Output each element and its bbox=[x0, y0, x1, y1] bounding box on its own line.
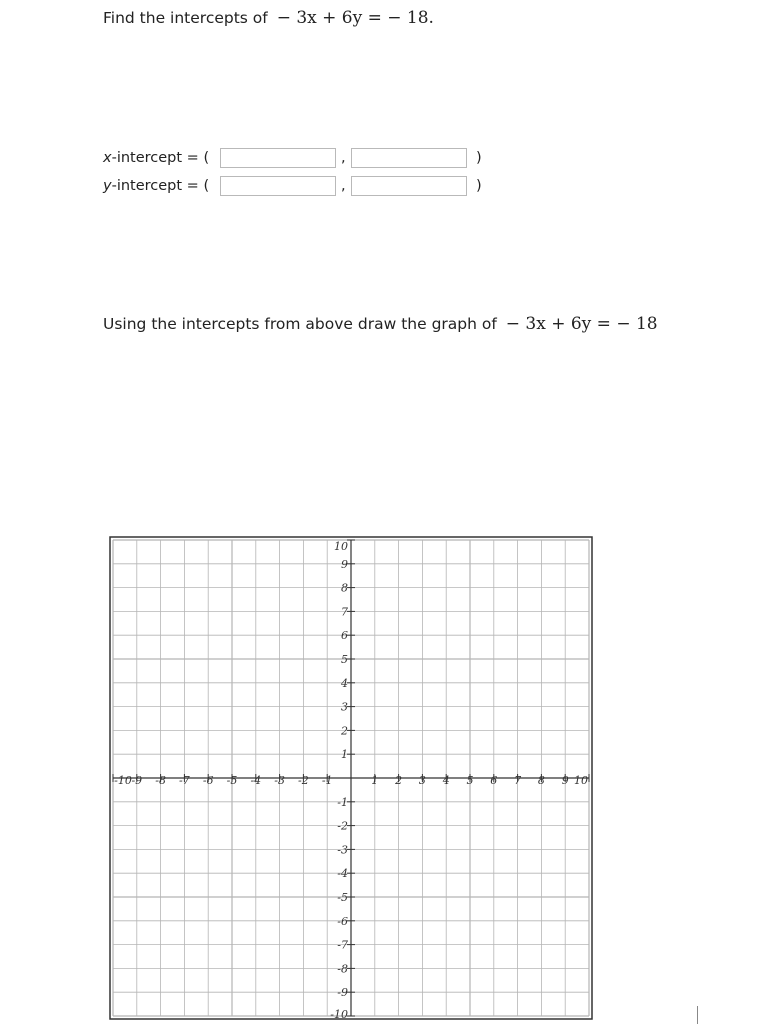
x-tick-label: 10 bbox=[574, 774, 588, 787]
x-tick-label: 1 bbox=[371, 774, 379, 787]
x-tick-label: -1 bbox=[321, 774, 333, 787]
x-intercept-comma: , bbox=[341, 150, 346, 166]
x-tick-label: -2 bbox=[298, 774, 309, 787]
x-tick-label: 5 bbox=[466, 774, 474, 787]
x-tick-label: -3 bbox=[274, 774, 285, 787]
x-intercept-label: x-intercept = ( bbox=[103, 150, 210, 166]
x-tick-label: 9 bbox=[561, 774, 569, 787]
y-tick-label: -10 bbox=[330, 1008, 348, 1020]
x-tick-label: 4 bbox=[442, 774, 450, 787]
x-tick-label: -10 bbox=[114, 774, 132, 787]
x-intercept-y-input[interactable] bbox=[351, 148, 467, 168]
y-intercept-close-paren: ) bbox=[476, 178, 482, 194]
y-tick-label: -6 bbox=[337, 914, 348, 928]
x-intercept-close-paren: ) bbox=[476, 150, 482, 166]
x-tick-label: -8 bbox=[155, 774, 166, 787]
y-tick-label: 5 bbox=[341, 653, 348, 666]
x-tick-label: -6 bbox=[202, 774, 214, 787]
question-2-text: Using the intercepts from above draw the graph of bbox=[103, 315, 497, 333]
x-tick-label: -9 bbox=[131, 774, 143, 787]
question-1-equation: − 3x + 6y = − 18. bbox=[276, 8, 434, 28]
y-tick-label: 10 bbox=[334, 540, 348, 553]
x-tick-label: 2 bbox=[395, 774, 403, 787]
x-tick-label: 3 bbox=[418, 774, 426, 787]
y-tick-label: -8 bbox=[337, 962, 348, 976]
y-tick-label: 6 bbox=[341, 629, 348, 643]
y-intercept-y-input[interactable] bbox=[351, 176, 467, 196]
question-1 bbox=[103, 8, 434, 28]
x-tick-label: 8 bbox=[537, 774, 545, 787]
question-2 bbox=[103, 314, 658, 334]
question-2-equation: − 3x + 6y = − 18 bbox=[505, 314, 658, 334]
y-intercept-comma: , bbox=[341, 178, 346, 194]
coordinate-grid[interactable] bbox=[109, 536, 593, 1020]
x-tick-label: -5 bbox=[226, 774, 238, 787]
y-tick-label: 7 bbox=[341, 605, 348, 619]
y-tick-label: 2 bbox=[341, 724, 348, 738]
y-tick-label: -3 bbox=[337, 843, 348, 857]
x-tick-label: 7 bbox=[514, 774, 522, 787]
y-tick-label: -1 bbox=[337, 795, 348, 809]
y-intercept-row bbox=[103, 174, 482, 198]
text-cursor bbox=[697, 1006, 698, 1024]
y-tick-label: 3 bbox=[341, 700, 348, 714]
x-tick-label: -4 bbox=[250, 774, 262, 787]
y-intercept-x-input[interactable] bbox=[220, 176, 336, 196]
y-tick-label: 8 bbox=[341, 581, 348, 595]
x-tick-label: -7 bbox=[179, 774, 190, 787]
y-tick-label: -9 bbox=[337, 986, 348, 1000]
y-tick-label: 9 bbox=[341, 557, 348, 571]
x-tick-label: 6 bbox=[490, 774, 498, 787]
x-intercept-row bbox=[103, 146, 482, 170]
y-tick-label: 1 bbox=[341, 748, 348, 762]
y-tick-label: -7 bbox=[337, 938, 348, 952]
x-intercept-x-input[interactable] bbox=[220, 148, 336, 168]
y-tick-label: -5 bbox=[337, 891, 348, 904]
y-tick-label: -2 bbox=[337, 819, 348, 833]
y-tick-label: 4 bbox=[341, 676, 348, 690]
y-intercept-label: y-intercept = ( bbox=[103, 178, 210, 194]
question-1-text: Find the intercepts of bbox=[103, 9, 268, 27]
y-tick-label: -4 bbox=[337, 867, 348, 881]
